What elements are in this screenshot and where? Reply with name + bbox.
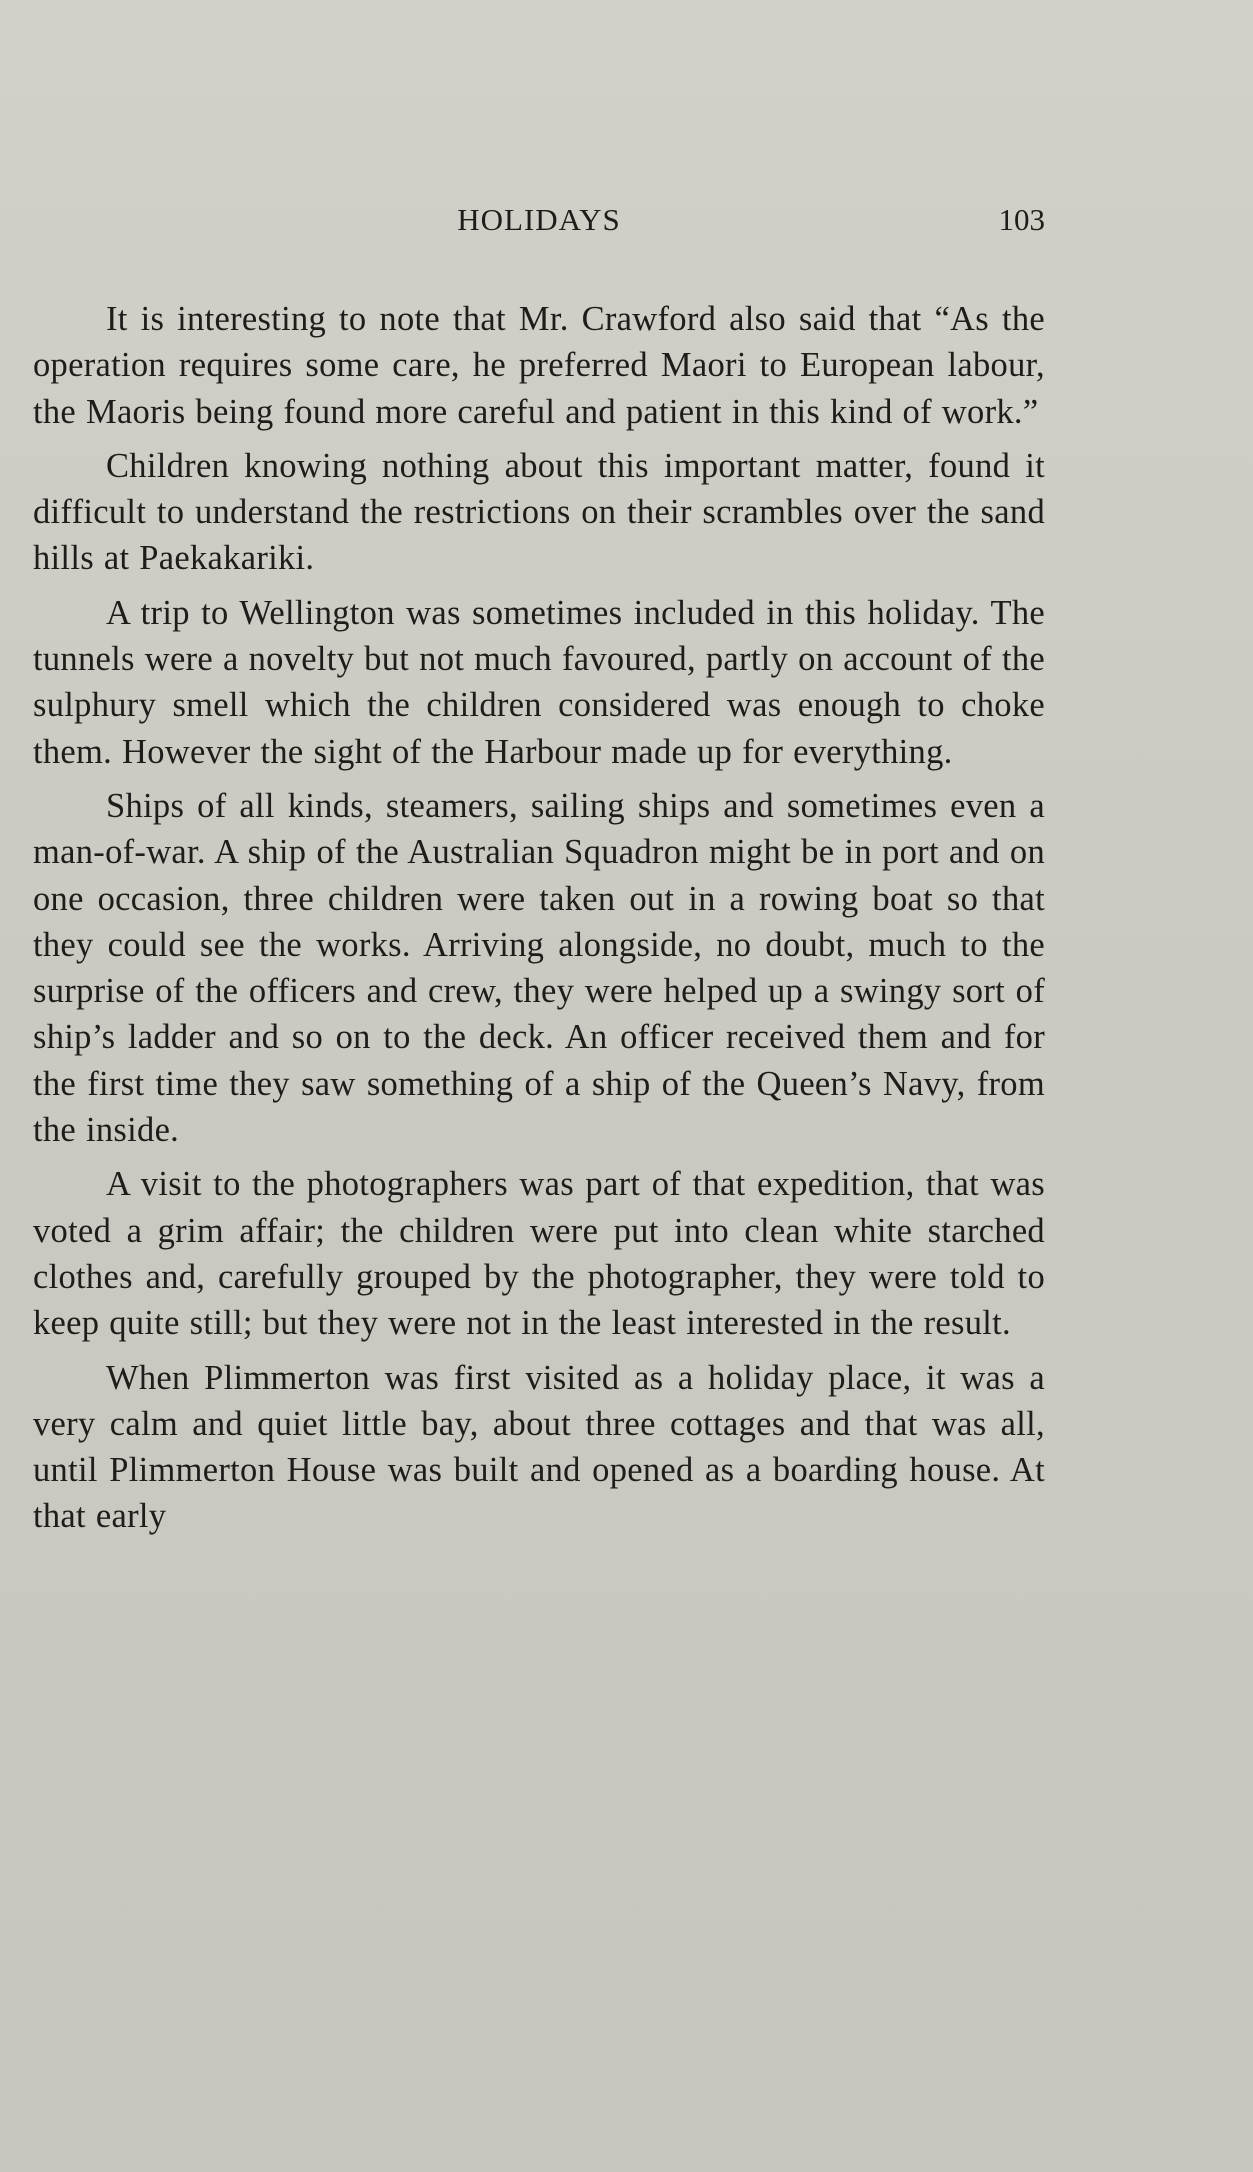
page-number: 103 xyxy=(998,202,1045,237)
paragraph-plimmerton: When Plimmerton was first visited as a holiday place, it was a very calm and quiet little bay, about three cottages and that was all, until Plimmerton House was built and opened as a boarding house. At that early xyxy=(33,1358,1045,1536)
paragraph-ships: Ships of all kinds, steamers, sailing ships and sometimes even a man-of-war. A ship of the Australian Squadron might be in port and on one occasion, three children were taken out in a rowing boat so that they could see the works. Arriving alongside, no doubt, much to the surprise of the officers and crew, they were helped up a swingy sort of ship’s ladder and so on to the deck. An officer received them and for the first time they saw something of a ship of the Queen’s Navy, from the inside. xyxy=(33,786,1045,1150)
paragraph-photographers: A visit to the photographers was part of that expedition, that was voted a grim affair; the children were put into clean white starched clothes and, carefully grouped by the photographer, they were told to keep quite still; but they were not in the least interested in the result. xyxy=(33,1165,1045,1343)
paragraph-crawford-quote: It is interesting to note that Mr. Crawford also said that “As the operation requires some care, he preferred Maori to European labour, the Maoris being found more careful and patient in this kind of work.” xyxy=(33,300,1045,431)
paragraph-children-restrictions: Children knowing nothing about this important matter, found it difficult to understand the restrictions on their scrambles over the sand hills at Paekakariki. xyxy=(33,446,1045,578)
running-head xyxy=(33,196,1045,256)
body-text xyxy=(33,296,1045,1540)
book-page xyxy=(33,196,1045,1548)
running-title: HOLIDAYS xyxy=(457,202,621,237)
paragraph-trip-wellington: A trip to Wellington was sometimes included in this holiday. The tunnels were a novelty but not much favoured, partly on account of the sulphury smell which the children considered was enough to choke them. However the sight of the Harbour made up for everything. xyxy=(33,593,1045,771)
